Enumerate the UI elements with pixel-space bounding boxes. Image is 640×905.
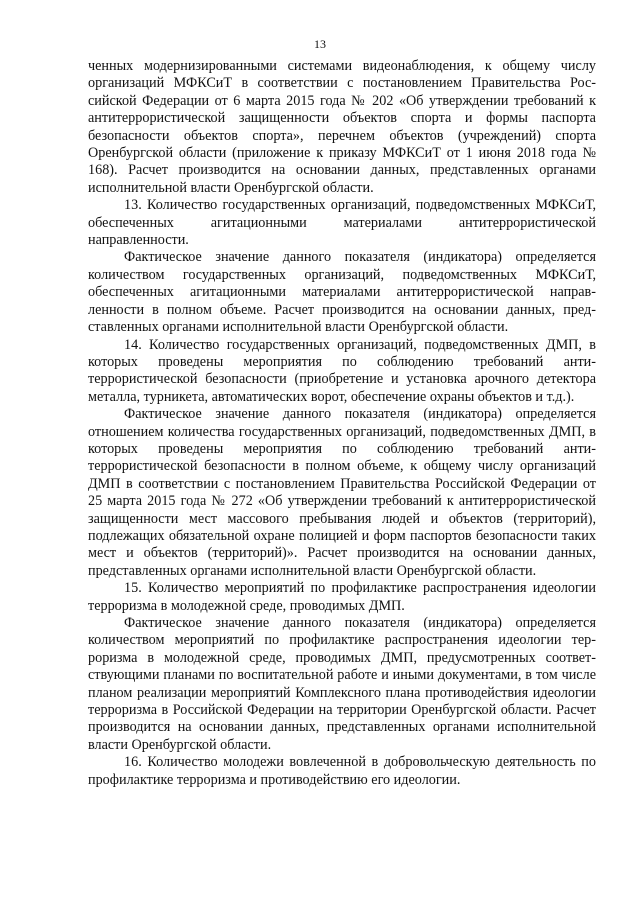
- paragraph-item-15: 15. Количество мероприятий по профилактике распространения идеологии терроризма в молодежной среде, проводимых ДМП.: [88, 580, 596, 614]
- document-body: [88, 58, 596, 789]
- paragraph-item-13: 13. Количество государственных организаций, подведомственных МФКСиТ, обеспеченных агитационными материалами антитеррористической направленности.: [88, 197, 596, 249]
- paragraph-item-14-description: Фактическое значение данного показателя (индикатора) определяется отношением количества государственных организаций, подведомственных ДМП, в которых проведены мероприятия по соблюдению требований антитеррористической безопасности в полном объеме, к общему числу организаций ДМП в соответствии с постановлением Правительства Российской Федерации от 25 марта 2015 года № 272 «Об утверждении требований к антитеррористической защищенности мест массового пребывания людей и объектов (территорий), подлежащих обязательной охране полицией и форм паспортов безопасности таких мест и объектов (территорий)». Расчет производится на основании данных, представленных органами исполнительной власти Оренбургской области.: [88, 406, 596, 579]
- paragraph-item-16: 16. Количество молодежи вовлеченной в добровольческую деятельность по профилактике терроризма и противодействию его идеологии.: [88, 754, 596, 788]
- paragraph-item-14: 14. Количество государственных организаций, подведомственных ДМП, в которых проведены мероприятия по соблюдению требований антитеррористической безопасности (приобретение и установка арочного детектора металла, турникета, автоматических ворот, обеспечение охраны объектов и т.д.).: [88, 336, 596, 405]
- paragraph-item-13-description: Фактическое значение данного показателя (индикатора) определяется количеством государственных организаций, подведомственных МФКСиТ, обеспеченных агитационными материалами антитеррористической направленности в полном объеме. Расчет производится на основании данных, представленных органами исполнительной власти Оренбургской области.: [88, 249, 596, 336]
- paragraph-continuation: ченных модернизированными системами видеонаблюдения, к общему числу организаций МФКСиТ в соответствии с постановлением Правительства Российской Федерации от 6 марта 2015 года № 202 «Об утверждении требований к антитеррористической защищенности объектов спорта и формы паспорта безопасности объектов спорта», перечнем объектов (учреждений) спорта Оренбургской области (приложение к приказу МФКСиТ от 1 июня 2018 года № 168). Расчет производится на основании данных, представленных органами исполнительной власти Оренбургской области.: [88, 58, 596, 196]
- page-number: 13: [314, 37, 326, 51]
- paragraph-item-15-description: Фактическое значение данного показателя (индикатора) определяется количеством мероприятий по профилактике распространения идеологии терроризма в молодежной среде, проводимых ДМП, предусмотренных соответствующими планами по воспитательной работе и иными документами, в том числе планом реализации мероприятий Комплексного плана противодействия идеологии терроризма в Российской Федерации на территории Оренбургской области. Расчет производится на основании данных, представленных органами исполнительной власти Оренбургской области.: [88, 615, 596, 753]
